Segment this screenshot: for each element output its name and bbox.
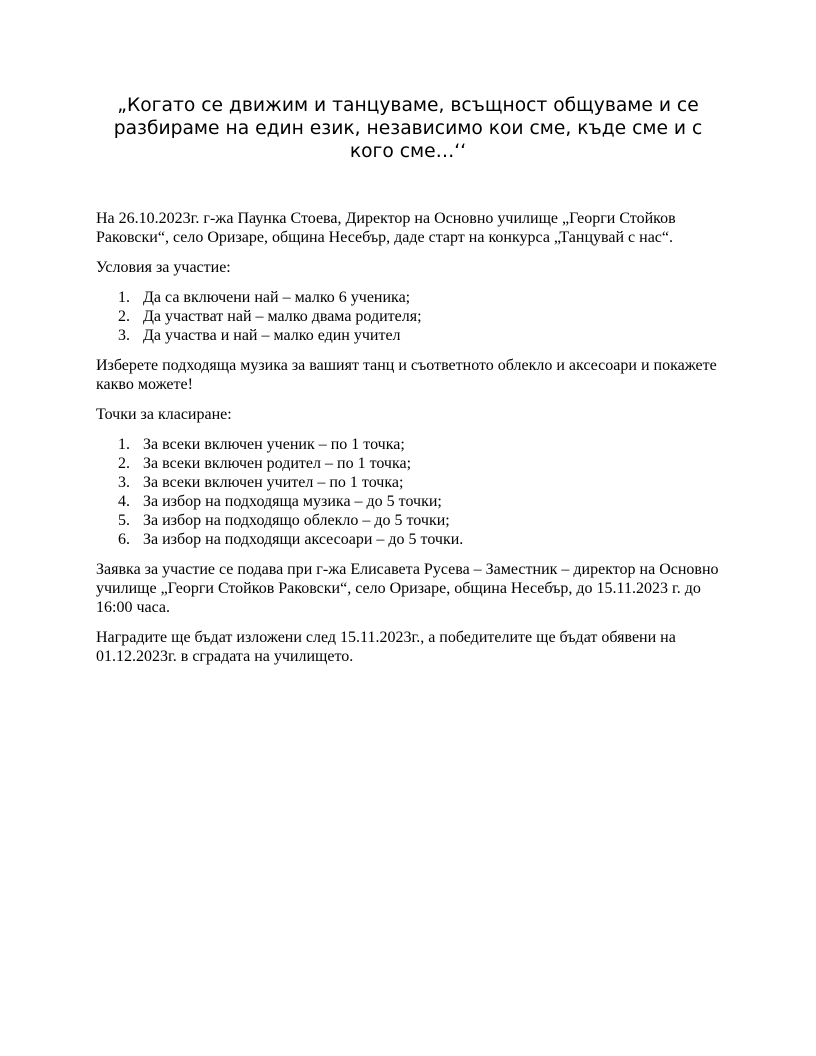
list-item-text: Да участва и най – малко един учител <box>143 327 401 344</box>
list-item-text: За всеки включен ученик – по 1 точка; <box>143 436 405 453</box>
list-item-number: 1. <box>118 289 130 306</box>
list-item-text: Да участват най – малко двама родителя; <box>143 308 422 325</box>
list-item <box>96 492 722 511</box>
list-item-number: 3. <box>118 474 130 491</box>
conditions-heading: Условия за участие: <box>96 259 231 276</box>
points-heading: Точки за класиране: <box>96 406 232 423</box>
list-item-number: 1. <box>118 436 130 453</box>
list-item <box>96 326 722 345</box>
points-list <box>96 435 722 549</box>
intro-paragraph: На 26.10.2023г. г-жа Паунка Стоева, Директор на Основно училище „Георги Стойков Раковски“, село Оризаре, община Несебър, даде старт на конкурса „Танцувай с нас“. <box>96 210 676 246</box>
list-item <box>96 288 722 307</box>
list-item <box>96 435 722 454</box>
list-item-text: За избор на подходящо облекло – до 5 точки; <box>143 512 450 529</box>
list-item-number: 5. <box>118 512 130 529</box>
list-item-number: 2. <box>118 455 130 472</box>
document-title: „Когато се движим и танцуваме, всъщност общуваме и се разбираме на един език, независимо кои сме, къде сме и с кого сме…‘‘ <box>113 95 703 162</box>
list-item-text: Да са включени най – малко 6 ученика; <box>143 289 411 306</box>
list-item-text: За всеки включен родител – по 1 точка; <box>143 455 412 472</box>
list-item-number: 3. <box>118 327 130 344</box>
document-body <box>96 209 722 677</box>
conditions-list <box>96 288 722 345</box>
list-item-number: 4. <box>118 493 130 510</box>
instructions-paragraph: Изберете подходяща музика за вашият танц и съответното облекло и аксесоари и покажете какво можете! <box>96 357 717 393</box>
list-item <box>96 454 722 473</box>
list-item-text: За избор на подходящи аксесоари – до 5 точки. <box>143 531 464 548</box>
list-item <box>96 511 722 530</box>
list-item <box>96 530 722 549</box>
application-paragraph: Заявка за участие се подава при г-жа Елисавета Русева – Заместник – директор на Основно училище „Георги Стойков Раковски“, село Оризаре, община Несебър, до 15.11.2023 г. до 16:00 часа. <box>96 561 719 616</box>
awards-paragraph: Наградите ще бъдат изложени след 15.11.2023г., а победителите ще бъдат обявени на 01.12.2023г. в сградата на училището. <box>96 629 676 665</box>
list-item <box>96 307 722 326</box>
list-item-text: За избор на подходяща музика – до 5 точки; <box>143 493 442 510</box>
list-item <box>96 473 722 492</box>
list-item-text: За всеки включен учител – по 1 точка; <box>143 474 404 491</box>
list-item-number: 2. <box>118 308 130 325</box>
list-item-number: 6. <box>118 531 130 548</box>
